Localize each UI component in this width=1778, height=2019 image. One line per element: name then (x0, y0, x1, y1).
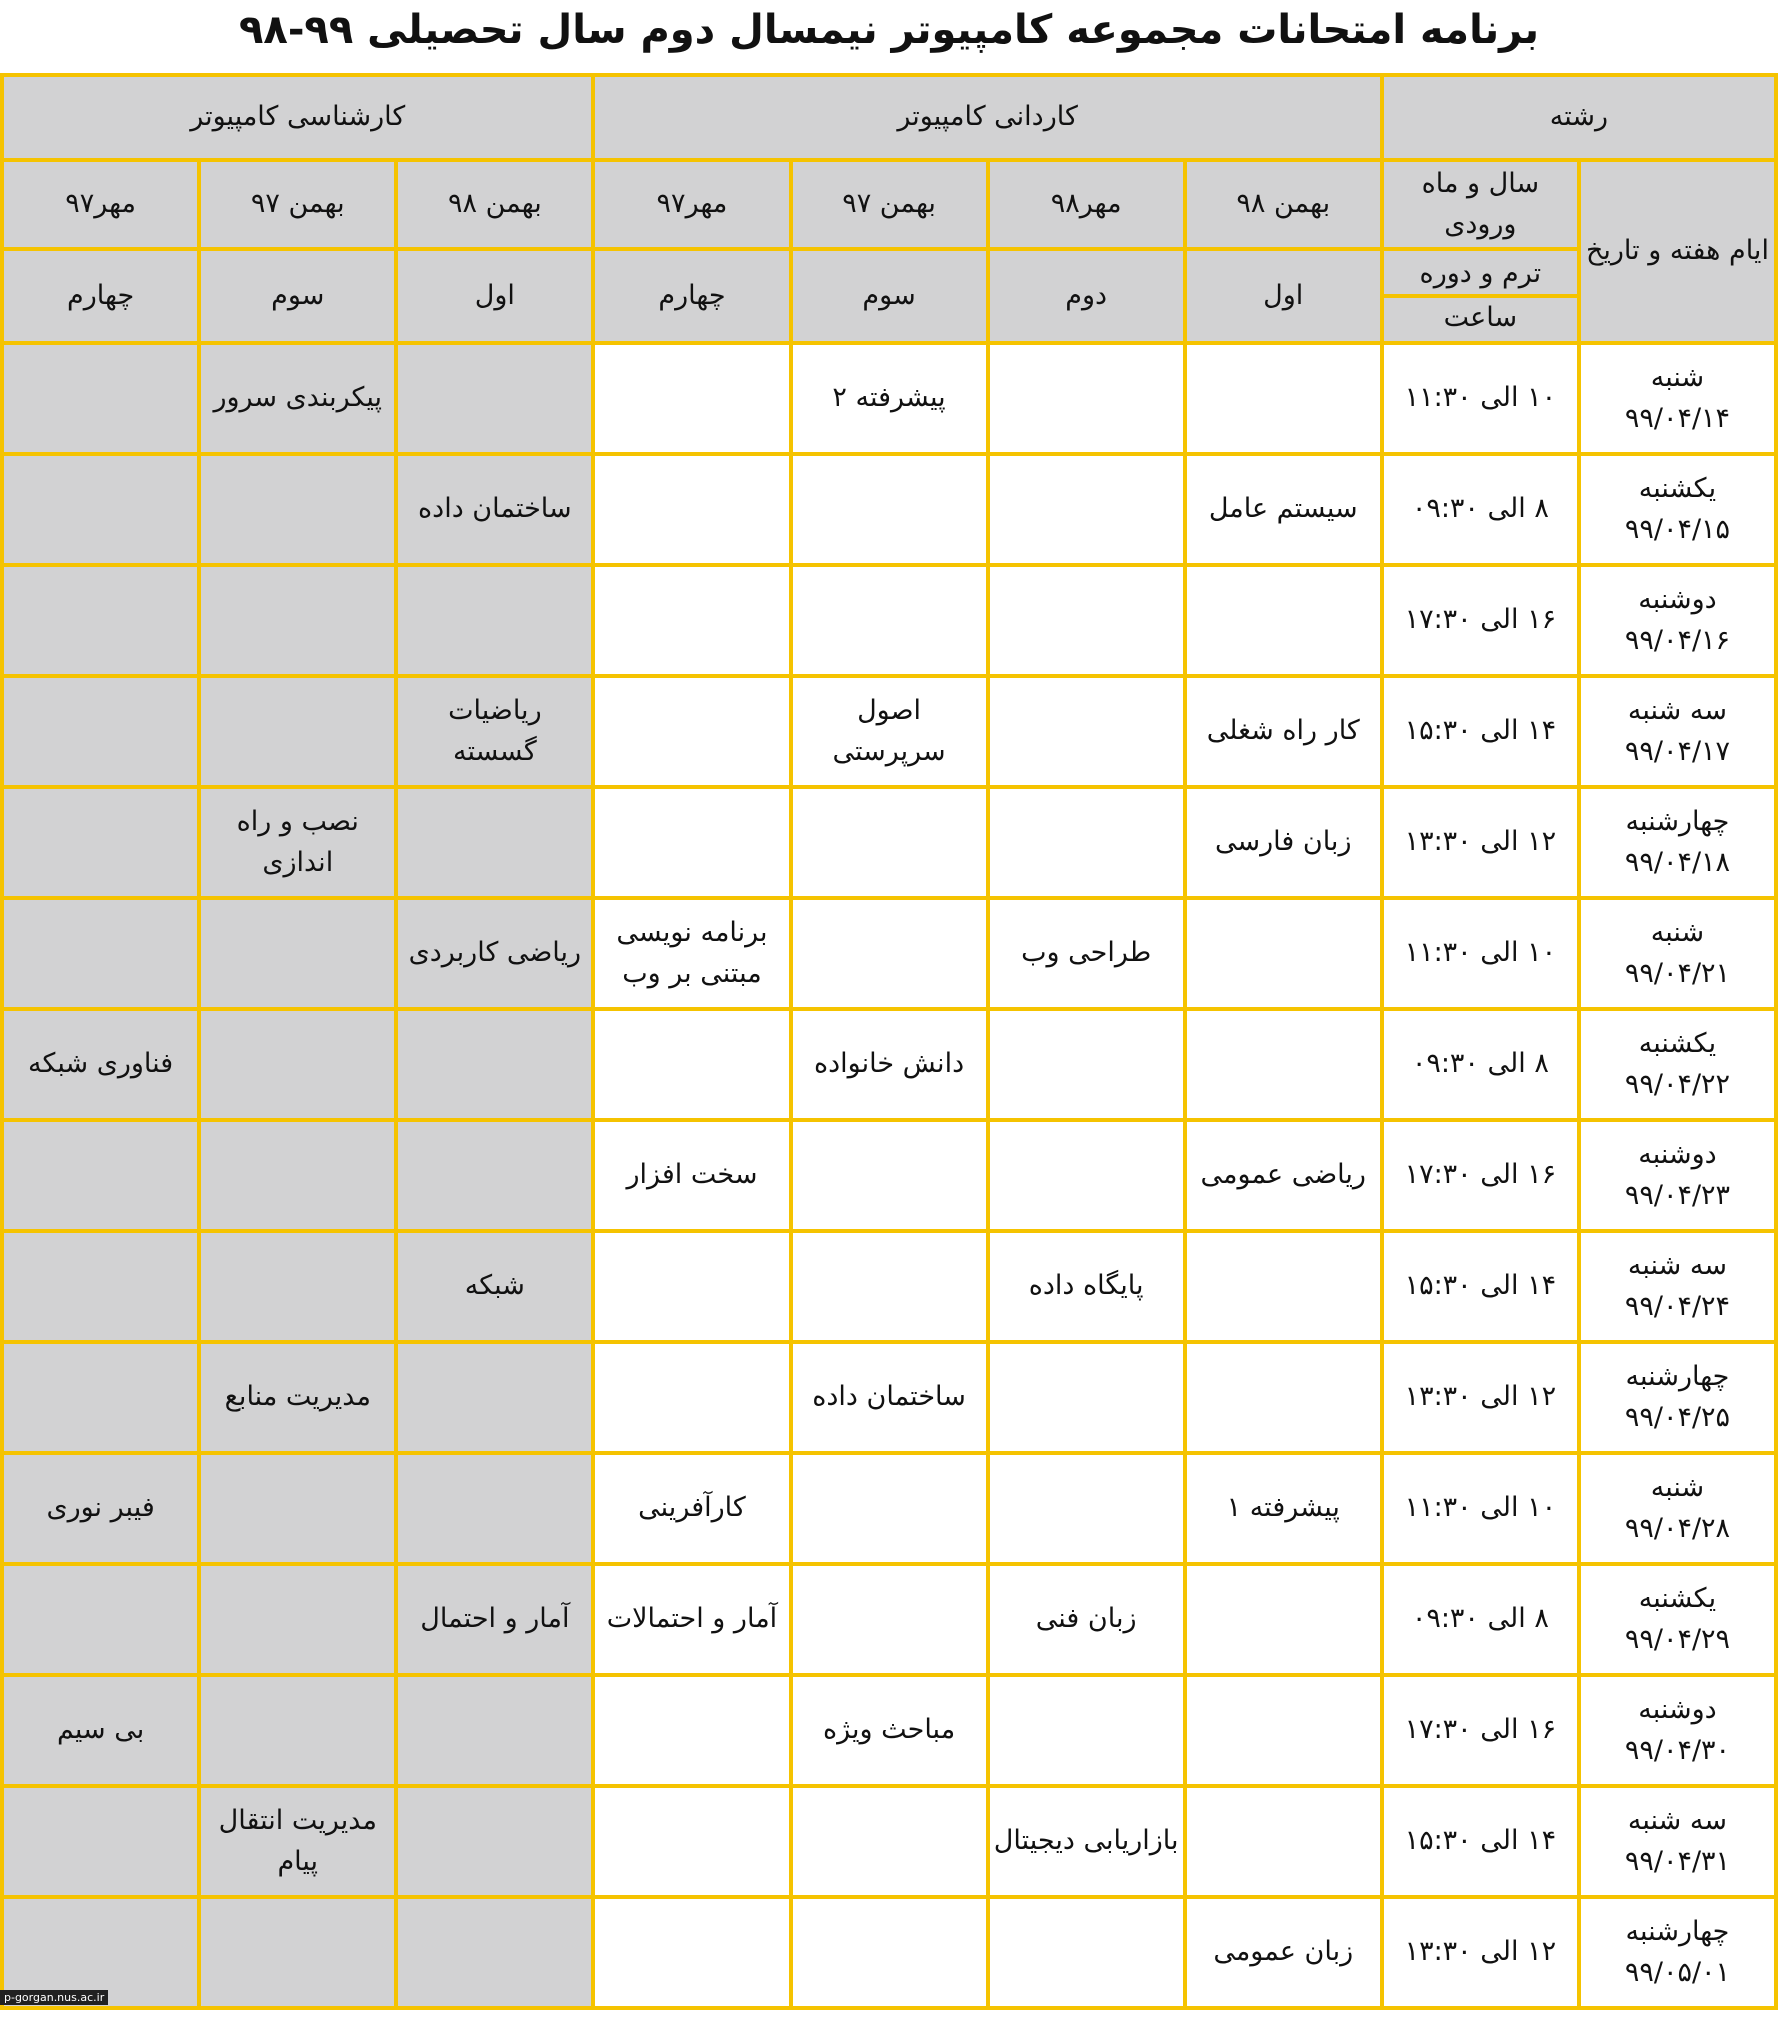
day-date-cell (1579, 787, 1776, 898)
course-cell: سخت افزار (593, 1120, 790, 1231)
time-cell: ۸ الی ۰۹:۳۰ (1382, 1009, 1579, 1120)
time-cell: ۱۲ الی ۱۳:۳۰ (1382, 1342, 1579, 1453)
weekday-label: شنبه (1650, 917, 1705, 948)
course-cell (791, 898, 988, 1009)
schedule-row (2, 343, 1776, 454)
course-cell: کار راه شغلی (1185, 676, 1382, 787)
schedule-row (2, 1120, 1776, 1231)
bachelor-header: کارشناسی کامپیوتر (2, 75, 593, 160)
course-cell (199, 1897, 396, 2008)
date-label: ۹۹/۰۴/۱۴ (1624, 402, 1731, 434)
course-cell (199, 1453, 396, 1564)
course-cell (199, 1564, 396, 1675)
course-cell: طراحی وب (988, 898, 1185, 1009)
entry-year-header: سال و ماه ورودی (1382, 160, 1579, 249)
entry-cell: مهر۹۷ (2, 160, 199, 249)
course-cell (988, 1453, 1185, 1564)
course-cell: آمار و احتمال (396, 1564, 593, 1675)
entry-cell: مهر۹۸ (988, 160, 1185, 249)
time-cell: ۱۲ الی ۱۳:۳۰ (1382, 787, 1579, 898)
course-cell (988, 1120, 1185, 1231)
course-cell (199, 898, 396, 1009)
course-cell (199, 1675, 396, 1786)
day-date-cell (1579, 1786, 1776, 1897)
course-cell (593, 1009, 790, 1120)
course-cell (593, 1342, 790, 1453)
course-cell (988, 1675, 1185, 1786)
term-header-label: ترم و دوره (1419, 257, 1542, 289)
weekday-label: دوشنبه (1638, 1694, 1717, 1725)
course-cell (791, 1897, 988, 2008)
header-row-programs (2, 75, 1776, 160)
schedule-row (2, 454, 1776, 565)
day-date-cell (1579, 1120, 1776, 1231)
entry-cell: بهمن ۹۸ (396, 160, 593, 249)
weekday-label: دوشنبه (1638, 584, 1717, 615)
weekday-label: شنبه (1650, 362, 1705, 393)
course-cell (396, 343, 593, 454)
weekday-label: دوشنبه (1638, 1139, 1717, 1170)
date-label: ۹۹/۰۴/۲۸ (1624, 1512, 1731, 1544)
course-cell (199, 1231, 396, 1342)
weekday-label: یکشنبه (1638, 473, 1717, 504)
date-label: ۹۹/۰۴/۱۷ (1624, 735, 1731, 767)
schedule-row (2, 1675, 1776, 1786)
weekday-label: سه شنبه (1627, 1805, 1727, 1836)
course-cell: ریاضی کاربردی (396, 898, 593, 1009)
weekday-label: چهارشنبه (1625, 1361, 1730, 1392)
time-cell: ۱۶ الی ۱۷:۳۰ (1382, 1120, 1579, 1231)
course-cell: فناوری شبکه (2, 1009, 199, 1120)
term-cell: اول (1185, 249, 1382, 343)
course-cell (199, 565, 396, 676)
date-label: ۹۹/۰۴/۱۶ (1624, 624, 1731, 656)
weekday-label: چهارشنبه (1625, 1916, 1730, 1947)
course-cell (988, 343, 1185, 454)
date-label: ۹۹/۰۴/۲۱ (1624, 957, 1731, 989)
exam-schedule-table (0, 73, 1778, 2010)
course-cell: زبان عمومی (1185, 1897, 1382, 2008)
time-cell: ۸ الی ۰۹:۳۰ (1382, 454, 1579, 565)
course-cell: ریاضیات گسسته (396, 676, 593, 787)
time-cell: ۱۲ الی ۱۳:۳۰ (1382, 1897, 1579, 2008)
course-cell: پیشرفته ۲ (791, 343, 988, 454)
schedule-row (2, 1009, 1776, 1120)
day-date-header: ایام هفته و تاریخ (1579, 160, 1776, 343)
entry-cell: بهمن ۹۷ (791, 160, 988, 249)
day-date-cell (1579, 1564, 1776, 1675)
course-cell: اصول سرپرستی (791, 676, 988, 787)
major-header: رشته (1382, 75, 1776, 160)
course-cell (199, 454, 396, 565)
time-cell: ۱۰ الی ۱۱:۳۰ (1382, 343, 1579, 454)
schedule-row (2, 1897, 1776, 2008)
course-cell (988, 1009, 1185, 1120)
term-time-header (1382, 249, 1579, 343)
course-cell: مباحث ویژه (791, 1675, 988, 1786)
course-cell: مدیریت منابع (199, 1342, 396, 1453)
schedule-row (2, 898, 1776, 1009)
course-cell (396, 1342, 593, 1453)
course-cell (1185, 1786, 1382, 1897)
course-cell (2, 787, 199, 898)
weekday-label: یکشنبه (1638, 1028, 1717, 1059)
header-row-entries (2, 160, 1776, 249)
weekday-label: یکشنبه (1638, 1583, 1717, 1614)
course-cell (988, 454, 1185, 565)
day-date-cell (1579, 898, 1776, 1009)
course-cell (593, 676, 790, 787)
site-watermark: p-gorgan.nus.ac.ir (0, 1990, 108, 2005)
course-cell (2, 676, 199, 787)
course-cell (396, 787, 593, 898)
course-cell (396, 1120, 593, 1231)
course-cell: ریاضی عمومی (1185, 1120, 1382, 1231)
course-cell: ساختمان داده (791, 1342, 988, 1453)
course-cell (593, 1231, 790, 1342)
course-cell (2, 1120, 199, 1231)
course-cell (791, 1564, 988, 1675)
date-label: ۹۹/۰۵/۰۱ (1624, 1956, 1731, 1988)
schedule-row (2, 1453, 1776, 1564)
course-cell (2, 898, 199, 1009)
course-cell (1185, 1009, 1382, 1120)
course-cell (396, 1675, 593, 1786)
course-cell (791, 1786, 988, 1897)
date-label: ۹۹/۰۴/۳۱ (1624, 1845, 1731, 1877)
term-cell: اول (396, 249, 593, 343)
time-cell: ۱۴ الی ۱۵:۳۰ (1382, 1786, 1579, 1897)
date-label: ۹۹/۰۴/۲۵ (1624, 1401, 1731, 1433)
schedule-row (2, 787, 1776, 898)
course-cell (2, 1342, 199, 1453)
course-cell (2, 343, 199, 454)
date-label: ۹۹/۰۴/۱۵ (1624, 513, 1731, 545)
course-cell: ساختمان داده (396, 454, 593, 565)
day-date-cell (1579, 1342, 1776, 1453)
course-cell (791, 454, 988, 565)
time-cell: ۱۴ الی ۱۵:۳۰ (1382, 1231, 1579, 1342)
course-cell (1185, 1675, 1382, 1786)
course-cell (396, 565, 593, 676)
day-date-cell (1579, 454, 1776, 565)
course-cell (199, 1120, 396, 1231)
course-cell (593, 565, 790, 676)
date-label: ۹۹/۰۴/۳۰ (1624, 1734, 1731, 1766)
course-cell: پیکربندی سرور (199, 343, 396, 454)
date-label: ۹۹/۰۴/۲۴ (1624, 1290, 1731, 1322)
header-row-terms (2, 249, 1776, 343)
course-cell (1185, 343, 1382, 454)
course-cell (593, 454, 790, 565)
schedule-row (2, 1564, 1776, 1675)
course-cell: فیبر نوری (2, 1453, 199, 1564)
course-cell (791, 565, 988, 676)
course-cell (1185, 1342, 1382, 1453)
course-cell (1185, 1231, 1382, 1342)
course-cell (593, 787, 790, 898)
course-cell: برنامه نویسی مبتنی بر وب (593, 898, 790, 1009)
date-label: ۹۹/۰۴/۱۸ (1624, 846, 1731, 878)
course-cell: سیستم عامل (1185, 454, 1382, 565)
course-cell (1185, 1564, 1382, 1675)
course-cell: بی سیم (2, 1675, 199, 1786)
course-cell (396, 1453, 593, 1564)
course-cell (396, 1897, 593, 2008)
course-cell (988, 787, 1185, 898)
course-cell (791, 1120, 988, 1231)
course-cell (988, 676, 1185, 787)
course-cell: پیشرفته ۱ (1185, 1453, 1382, 1564)
entry-cell: بهمن ۹۷ (199, 160, 396, 249)
course-cell (791, 1453, 988, 1564)
schedule-row (2, 1342, 1776, 1453)
course-cell (2, 1231, 199, 1342)
course-cell (2, 1564, 199, 1675)
time-cell: ۱۰ الی ۱۱:۳۰ (1382, 1453, 1579, 1564)
course-cell (2, 565, 199, 676)
course-cell: بازاریابی دیجیتال (988, 1786, 1185, 1897)
course-cell (593, 1786, 790, 1897)
course-cell (988, 1897, 1185, 2008)
weekday-label: سه شنبه (1627, 695, 1727, 726)
date-label: ۹۹/۰۴/۲۹ (1624, 1623, 1731, 1655)
course-cell (593, 343, 790, 454)
time-cell: ۱۰ الی ۱۱:۳۰ (1382, 898, 1579, 1009)
day-date-cell (1579, 1231, 1776, 1342)
schedule-row (2, 565, 1776, 676)
course-cell (988, 1342, 1185, 1453)
course-cell (791, 1231, 988, 1342)
course-cell (199, 676, 396, 787)
term-cell: چهارم (2, 249, 199, 343)
day-date-cell (1579, 343, 1776, 454)
day-date-cell (1579, 1675, 1776, 1786)
weekday-label: سه شنبه (1627, 1250, 1727, 1281)
term-cell: دوم (988, 249, 1185, 343)
day-date-cell (1579, 1453, 1776, 1564)
course-cell (593, 1675, 790, 1786)
term-cell: سوم (199, 249, 396, 343)
schedule-row (2, 1786, 1776, 1897)
course-cell: شبکه (396, 1231, 593, 1342)
course-cell: دانش خانواده (791, 1009, 988, 1120)
course-cell (396, 1786, 593, 1897)
course-cell (1185, 898, 1382, 1009)
term-cell: سوم (791, 249, 988, 343)
date-label: ۹۹/۰۴/۲۳ (1624, 1179, 1731, 1211)
schedule-row (2, 676, 1776, 787)
associate-header: کاردانی کامپیوتر (593, 75, 1381, 160)
day-date-cell (1579, 1009, 1776, 1120)
course-cell (2, 1786, 199, 1897)
course-cell: زبان فنی (988, 1564, 1185, 1675)
term-cell: چهارم (593, 249, 790, 343)
time-header-label: ساعت (1382, 294, 1579, 339)
schedule-row (2, 1231, 1776, 1342)
course-cell: پایگاه داده (988, 1231, 1185, 1342)
course-cell (593, 1897, 790, 2008)
course-cell (396, 1009, 593, 1120)
course-cell (1185, 565, 1382, 676)
course-cell (199, 1009, 396, 1120)
course-cell: مدیریت انتقال پیام (199, 1786, 396, 1897)
course-cell: کارآفرینی (593, 1453, 790, 1564)
day-date-cell (1579, 1897, 1776, 2008)
weekday-label: چهارشنبه (1625, 806, 1730, 837)
entry-cell: مهر۹۷ (593, 160, 790, 249)
date-label: ۹۹/۰۴/۲۲ (1624, 1068, 1731, 1100)
day-date-cell (1579, 676, 1776, 787)
course-cell: زبان فارسی (1185, 787, 1382, 898)
course-cell (988, 565, 1185, 676)
time-cell: ۱۴ الی ۱۵:۳۰ (1382, 676, 1579, 787)
day-date-cell (1579, 565, 1776, 676)
time-cell: ۱۶ الی ۱۷:۳۰ (1382, 565, 1579, 676)
time-cell: ۱۶ الی ۱۷:۳۰ (1382, 1675, 1579, 1786)
entry-cell: بهمن ۹۸ (1185, 160, 1382, 249)
course-cell: آمار و احتمالات (593, 1564, 790, 1675)
weekday-label: شنبه (1650, 1472, 1705, 1503)
time-cell: ۸ الی ۰۹:۳۰ (1382, 1564, 1579, 1675)
page-title: برنامه امتحانات مجموعه کامپیوتر نیمسال دوم سال تحصیلی ۹۹-۹۸ (238, 7, 1540, 53)
course-cell: نصب و راه اندازی (199, 787, 396, 898)
course-cell (791, 787, 988, 898)
course-cell (2, 454, 199, 565)
